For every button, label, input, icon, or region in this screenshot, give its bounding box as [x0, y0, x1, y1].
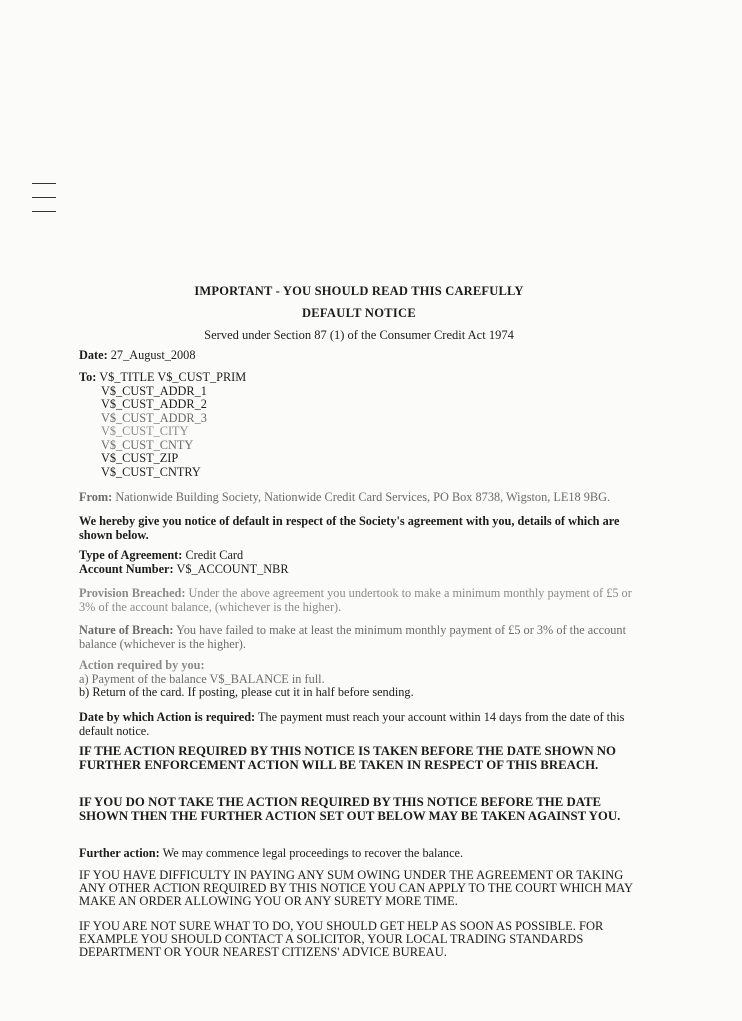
agreement-type-value: Credit Card	[185, 548, 244, 562]
served-under-line: Served under Section 87 (1) of the Consumer Credit Act 1974	[204, 328, 514, 342]
date-action-text: The payment must reach your account within 14 days from the date of this default notice.	[79, 710, 625, 738]
date-action-label: Date by which Action is required:	[79, 710, 256, 724]
address-line: V$_CUST_ADDR_1	[101, 383, 207, 398]
address-line: V$_CUST_ZIP	[101, 451, 179, 465]
from-label: From:	[79, 490, 113, 504]
nature-label: Nature of Breach:	[79, 623, 174, 637]
from-value: Nationwide Building Society, Nationwide Credit Card Services, PO Box 8738, Wigston, LE18 9BG.	[115, 490, 611, 504]
account-number-label: Account Number:	[79, 561, 174, 576]
margin-mark-line	[32, 211, 56, 212]
provision-label: Provision Breached:	[79, 586, 186, 600]
address-line: V$_CUST_CNTRY	[101, 464, 201, 479]
agreement-type-label: Type of Agreement:	[79, 548, 183, 562]
notice-title: DEFAULT NOTICE	[301, 306, 417, 320]
action-label: Action required by you:	[79, 658, 205, 672]
date-label: Date:	[79, 348, 108, 362]
further-action	[79, 847, 639, 861]
address-line: V$_CUST_CITY	[101, 424, 189, 438]
from-line	[79, 491, 639, 505]
address-line: V$_CUST_ADDR_2	[101, 397, 207, 411]
date-action-required	[79, 711, 639, 738]
margin-mark-line	[32, 197, 56, 198]
to-label: To:	[79, 370, 97, 384]
margin-marks	[32, 183, 56, 225]
to-address-list	[101, 385, 639, 480]
action-required	[79, 659, 639, 700]
notice-heading: IMPORTANT - YOU SHOULD READ THIS CAREFULLY	[194, 284, 524, 298]
to-block	[79, 371, 639, 479]
date-line	[79, 349, 639, 363]
action-b: b) Return of the card. If posting, please cut it in half before sending.	[79, 685, 414, 699]
address-line: V$_CUST_ADDR_3	[101, 410, 207, 425]
nature-of-breach	[79, 624, 639, 651]
agreement-block	[79, 549, 639, 576]
action-a: a) Payment of the balance V$_BALANCE in full.	[79, 671, 325, 686]
account-number-value: V$_ACCOUNT_NBR	[176, 561, 289, 576]
warning-no-further-action: IF THE ACTION REQUIRED BY THIS NOTICE IS TAKEN BEFORE THE DATE SHOWN NO FURTHER ENFORCEMENT ACTION WILL BE TAKEN IN RESPECT OF THIS BREACH.	[79, 744, 617, 772]
to-first-line	[79, 371, 639, 385]
warning-further-action: IF YOU DO NOT TAKE THE ACTION REQUIRED BY THIS NOTICE BEFORE THE DATE SHOWN THEN THE FURTHER ACTION SET OUT BELOW MAY BE TAKEN AGAINST YOU.	[79, 795, 621, 823]
to-name: V$_TITLE V$_CUST_PRIM	[99, 370, 247, 384]
margin-mark-line	[32, 183, 56, 184]
further-action-label: Further action:	[79, 846, 160, 860]
nature-text: You have failed to make at least the minimum monthly payment of £5 or 3% of the account balance (whichever is the higher).	[79, 623, 626, 651]
date-value: 27_August_2008	[110, 348, 196, 362]
provision-text: Under the above agreement you undertook to make a minimum monthly payment of £5 or 3% of the account balance, (whichever is the higher).	[79, 586, 632, 614]
help-notice: IF YOU ARE NOT SURE WHAT TO DO, YOU SHOULD GET HELP AS SOON AS POSSIBLE. FOR EXAMPLE YOU SHOULD CONTACT A SOLICITOR, YOUR LOCAL TRADING STANDARDS DEPARTMENT OR YOUR NEAREST CITIZENS' ADVICE BUREAU.	[79, 919, 604, 960]
further-action-text: We may commence legal proceedings to recover the balance.	[162, 846, 464, 860]
provision-breached	[79, 587, 639, 614]
difficulty-notice: IF YOU HAVE DIFFICULTY IN PAYING ANY SUM OWING UNDER THE AGREEMENT OR TAKING ANY OTHER ACTION REQUIRED BY THIS NOTICE YOU CAN APPLY TO THE COURT WHICH MAY MAKE AN ORDER ALLOWING YOU OR ANY SURETY MORE TIME.	[79, 868, 633, 909]
address-line: V$_CUST_CNTY	[101, 437, 194, 452]
hereby-notice: We hereby give you notice of default in respect of the Society's agreement with you, details of which are shown below.	[79, 514, 620, 542]
